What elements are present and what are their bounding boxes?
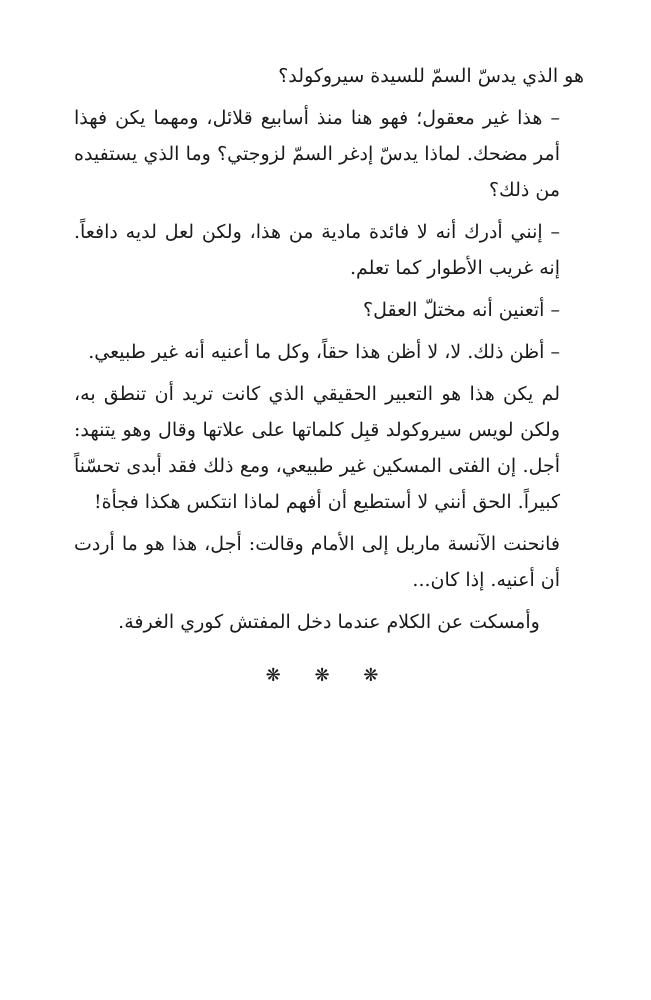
book-page (74, 58, 584, 694)
paragraph-2: – هذا غير معقول؛ فهو هنا منذ أسابيع قلائل، ومهما يكن فهذا أمر مضحك. لماذا يدسّ إدغر السمّ لزوجتي؟ وما الذي يستفيده من ذلك؟ (74, 107, 560, 201)
paragraph-6: لم يكن هذا هو التعبير الحقيقي الذي كانت تريد أن تنطق به، ولكن لويس سيروكولد قبِل كلماتها على علاتها وقال وهو يتنهد: أجل. إن الفتى المسكين غير طبيعي، ومع ذلك فقد أبدى تحسّناً كبيراً. الحق أنني لا أستطيع أن أفهم لماذا انتكس هكذا فجأة! (74, 383, 560, 513)
paragraph-5: – أظن ذلك. لا، لا أظن هذا حقاً، وكل ما أعنيه أنه غير طبيعي. (88, 341, 560, 363)
paragraph-7: فانحنت الآنسة ماربل إلى الأمام وقالت: أجل، هذا هو ما أردت أن أعنيه. إذا كان... (74, 533, 560, 591)
section-separator: ❋ ❋ ❋ (265, 665, 393, 686)
paragraph-1: هو الذي يدسّ السمّ للسيدة سيروكولد؟ (278, 65, 584, 87)
paragraph-8: وأمسكت عن الكلام عندما دخل المفتش كوري الغرفة. (118, 611, 540, 633)
paragraph-4: – أتعنين أنه مختلّ العقل؟ (363, 299, 560, 321)
paragraph-3: – إنني أدرك أنه لا فائدة مادية من هذا، ولكن لعل لديه دافعاً. إنه غريب الأطوار كما تعلم. (74, 221, 560, 279)
